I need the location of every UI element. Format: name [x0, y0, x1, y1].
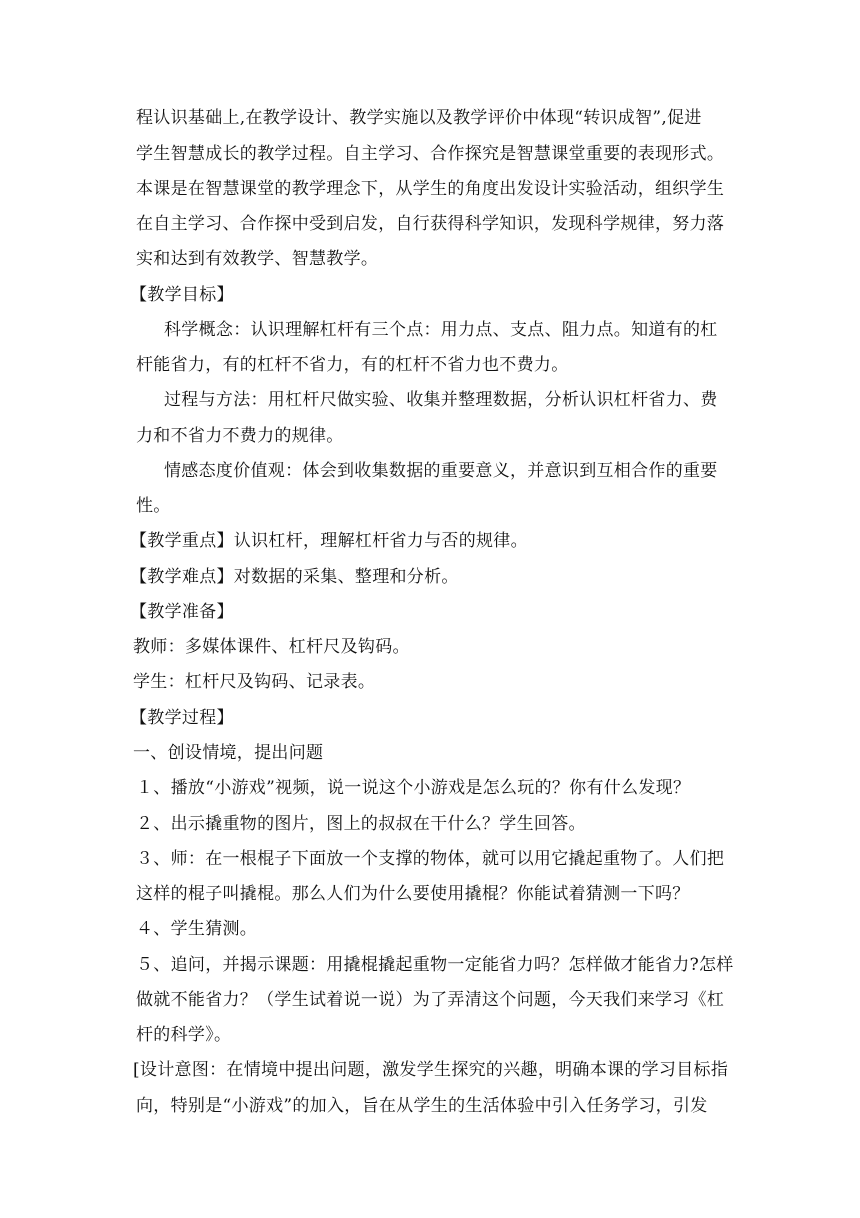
text-line: 过程与方法：用杠杆尺做实验、收集并整理数据，分析认识杠杆省力、费	[164, 390, 718, 410]
section-heading: 【教学重点】认识杠杆，理解杠杆省力与否的规律。	[130, 531, 528, 551]
text-line: 这样的棍子叫撬棍。那么人们为什么要使用撬棍？你能试着猜测一下吗？	[136, 884, 690, 904]
section-heading: 【教学过程】	[130, 708, 234, 728]
text-line: 在自主学习、合作探中受到启发，自行获得科学知识，发现科学规律，努力落	[136, 214, 725, 234]
text-line: 程认识基础上,在教学设计、教学实施以及教学评价中体现“转识成智”,促进	[136, 108, 702, 128]
text-line: 学生：杠杆尺及钩码、记录表。	[133, 672, 376, 692]
text-line: 做就不能省力？（学生试着说一说）为了弄清这个问题，今天我们来学习《杠	[136, 990, 725, 1010]
list-item: ４、学生猜测。	[136, 919, 258, 939]
text-line: 科学概念：认识理解杠杆有三个点：用力点、支点、阻力点。知道有的杠	[164, 320, 718, 340]
list-item: ５、追问，并揭示课题：用撬棍撬起重物一定能省力吗？怎样做才能省力?怎样	[136, 955, 734, 975]
text-line: 杆能省力，有的杠杆不省力，有的杠杆不省力也不费力。	[136, 355, 569, 375]
text-line: 学生智慧成长的教学过程。自主学习、合作探究是智慧课堂重要的表现形式。	[136, 144, 725, 164]
text-line: 情感态度价值观：体会到收集数据的重要意义，并意识到互相合作的重要	[164, 461, 718, 481]
list-item: ２、出示撬重物的图片，图上的叔叔在干什么？学生回答。	[136, 814, 586, 834]
design-intent-note: [设计意图：在情境中提出问题，激发学生探究的兴趣，明确本课的学习目标指	[133, 1060, 729, 1080]
text-line: 性。	[136, 496, 171, 516]
subsection-heading: 一、创设情境，提出问题	[133, 743, 324, 763]
section-heading: 【教学目标】	[130, 285, 234, 305]
text-line: 杆的科学》。	[136, 1025, 232, 1045]
text-line: 实和达到有效教学、智慧教学。	[136, 249, 379, 269]
text-line: 教师：多媒体课件、杠杆尺及钩码。	[133, 637, 410, 657]
text-line: 向，特别是“小游戏”的加入，旨在从学生的生活体验中引入任务学习，引发	[136, 1096, 708, 1116]
list-item: ３、师：在一根棍子下面放一个支撑的物体，就可以用它撬起重物了。人们把	[136, 849, 725, 869]
list-item: １、播放“小游戏”视频，说一说这个小游戏是怎么玩的？你有什么发现？	[136, 778, 691, 798]
section-heading: 【教学准备】	[130, 602, 234, 622]
text-line: 力和不省力不费力的规律。	[136, 426, 344, 446]
section-heading: 【教学难点】对数据的采集、整理和分析。	[130, 567, 459, 587]
text-line: 本课是在智慧课堂的教学理念下，从学生的角度出发设计实验活动，组织学生	[136, 179, 725, 199]
